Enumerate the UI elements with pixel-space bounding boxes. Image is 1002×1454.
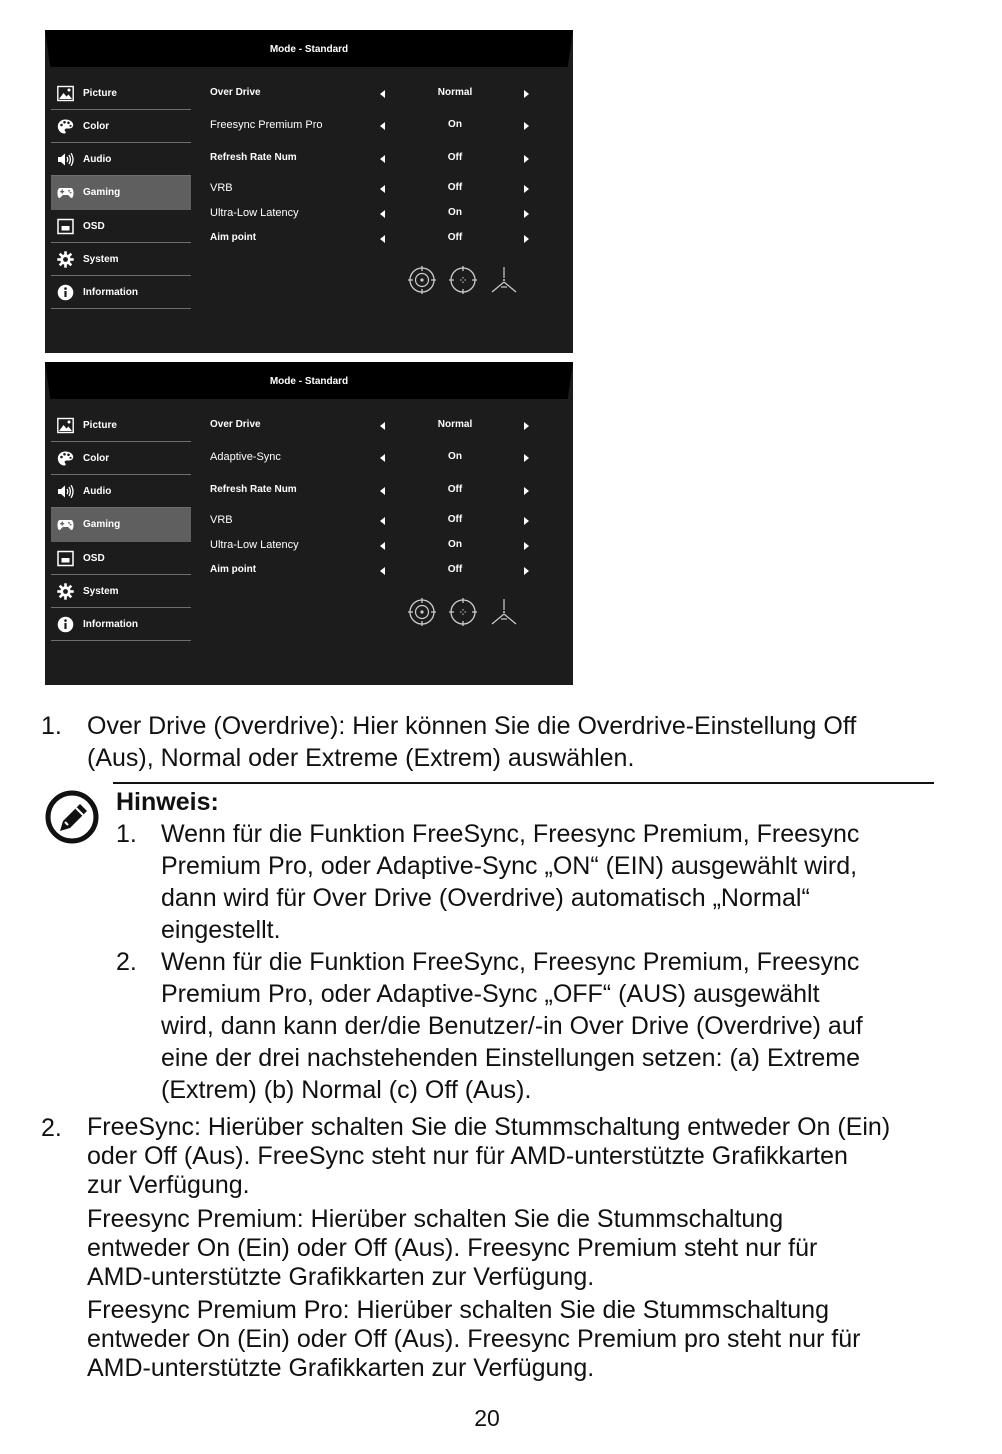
sidebar-item-system[interactable]: [51, 243, 191, 276]
setting-row-vrb[interactable]: [210, 514, 540, 530]
setting-name: VRB: [210, 182, 233, 194]
sidebar-item-label: Color: [83, 121, 110, 132]
setting-value: On: [448, 119, 462, 130]
setting-value: On: [448, 207, 462, 218]
arrow-right-icon[interactable]: [524, 90, 529, 98]
setting-value: Normal: [437, 87, 473, 98]
note-line: (Extrem) (b) Normal (c) Off (Aus).: [161, 1076, 532, 1104]
setting-row-refresh-rate-num[interactable]: [210, 484, 540, 500]
setting-value: Normal: [437, 419, 473, 430]
gear-icon: [57, 583, 74, 600]
info-icon: [57, 284, 74, 301]
note-line: wird, dann kann der/die Benutzer/-in Over Drive (Overdrive) auf: [161, 1012, 863, 1040]
setting-row-over-drive[interactable]: [210, 87, 540, 103]
palette-icon: [57, 118, 74, 135]
note-line: Premium Pro, oder Adaptive-Sync „ON“ (EIN) ausgewählt wird,: [161, 852, 858, 880]
arrow-left-icon[interactable]: [380, 90, 385, 98]
picture-icon: [57, 417, 74, 434]
arrow-left-icon[interactable]: [380, 185, 385, 193]
arrow-left-icon[interactable]: [380, 155, 385, 163]
setting-row-freesync-premium-pro[interactable]: [210, 119, 540, 135]
page-number: 20: [474, 1405, 500, 1431]
note-line: eine der drei nachstehenden Einstellungen setzen: (a) Extreme: [161, 1044, 861, 1072]
sidebar-item-label: System: [83, 254, 119, 265]
sidebar-item-label: Audio: [83, 486, 112, 497]
speaker-icon: [57, 151, 74, 168]
osd-mode-title: Mode - Standard: [269, 376, 349, 387]
setting-row-ultra-low-latency[interactable]: [210, 207, 540, 223]
sidebar-item-label: System: [83, 586, 119, 597]
arrow-right-icon[interactable]: [524, 122, 529, 130]
arrow-right-icon[interactable]: [524, 210, 529, 218]
setting-value: Off: [447, 232, 463, 243]
sidebar-item-audio[interactable]: [51, 475, 191, 508]
setting-name: Refresh Rate Num: [210, 484, 297, 495]
arrow-right-icon[interactable]: [524, 567, 529, 575]
setting-row-refresh-rate-num[interactable]: [210, 152, 540, 168]
setting-row-over-drive[interactable]: [210, 419, 540, 435]
list-number: 2.: [41, 1114, 62, 1142]
arrow-right-icon[interactable]: [524, 185, 529, 193]
arrow-left-icon[interactable]: [380, 454, 385, 462]
note-line: eingestellt.: [161, 916, 281, 944]
arrow-left-icon[interactable]: [380, 517, 385, 525]
item2-line: entweder On (Ein) oder Off (Aus). Freesync Premium steht nur für: [87, 1234, 818, 1262]
setting-name: VRB: [210, 514, 233, 526]
setting-name: Adaptive-Sync: [210, 451, 281, 463]
item2-line: entweder On (Ein) oder Off (Aus). Freesync Premium pro steht nur für: [87, 1325, 861, 1353]
sidebar-item-osd[interactable]: [51, 210, 191, 243]
setting-name: Over Drive: [210, 87, 261, 98]
setting-name: Ultra-Low Latency: [210, 539, 299, 551]
aim-point-1-icon[interactable]: [407, 597, 437, 627]
sidebar-item-label: Picture: [83, 420, 117, 431]
palette-icon: [57, 450, 74, 467]
list-number: 1.: [41, 712, 62, 740]
arrow-right-icon[interactable]: [524, 542, 529, 550]
sidebar-item-osd[interactable]: [51, 542, 191, 575]
item2-line: Freesync Premium Pro: Hierüber schalten Sie die Stummschaltung: [87, 1296, 829, 1324]
osd-window-icon: [57, 218, 74, 235]
setting-row-vrb[interactable]: [210, 182, 540, 198]
list-number: 1.: [116, 820, 137, 848]
gear-icon: [57, 251, 74, 268]
aim-point-3-icon[interactable]: [489, 265, 519, 295]
picture-icon: [57, 85, 74, 102]
arrow-right-icon[interactable]: [524, 422, 529, 430]
aim-point-2-icon[interactable]: [448, 265, 478, 295]
arrow-left-icon[interactable]: [380, 542, 385, 550]
item1-line: (Aus), Normal oder Extreme (Extrem) auswählen.: [87, 744, 635, 772]
sidebar-item-gaming[interactable]: [51, 176, 191, 210]
sidebar-item-label: Gaming: [83, 187, 121, 198]
aim-point-3-icon[interactable]: [489, 597, 519, 627]
sidebar-item-gaming[interactable]: [51, 508, 191, 542]
aim-point-1-icon[interactable]: [407, 265, 437, 295]
arrow-right-icon[interactable]: [524, 517, 529, 525]
setting-value: On: [448, 451, 462, 462]
sidebar-item-label: Information: [83, 287, 138, 298]
sidebar-item-picture[interactable]: [51, 77, 191, 110]
setting-name: Over Drive: [210, 419, 261, 430]
setting-value: Off: [447, 484, 463, 495]
item2-line: zur Verfügung.: [87, 1171, 250, 1199]
arrow-left-icon[interactable]: [380, 487, 385, 495]
speaker-icon: [57, 483, 74, 500]
arrow-left-icon[interactable]: [380, 210, 385, 218]
sidebar-item-label: Information: [83, 619, 138, 630]
arrow-left-icon[interactable]: [380, 567, 385, 575]
list-number: 2.: [116, 948, 137, 976]
arrow-right-icon[interactable]: [524, 235, 529, 243]
arrow-left-icon[interactable]: [380, 235, 385, 243]
osd-window-icon: [57, 550, 74, 567]
setting-name: Aim point: [210, 564, 257, 575]
note-line: Wenn für die Funktion FreeSync, Freesync Premium, Freesync: [161, 948, 860, 976]
setting-name: Refresh Rate Num: [210, 152, 297, 163]
sidebar-item-picture[interactable]: [51, 409, 191, 442]
note-heading: Hinweis:: [116, 788, 219, 816]
setting-value: Off: [447, 152, 463, 163]
sidebar-item-color[interactable]: [51, 442, 191, 475]
item2-line: AMD-unterstützte Grafikkarten zur Verfügung.: [87, 1354, 595, 1382]
sidebar-item-label: OSD: [83, 221, 105, 232]
setting-row-ultra-low-latency[interactable]: [210, 539, 540, 555]
sidebar-item-information[interactable]: [51, 608, 191, 641]
setting-name: Aim point: [210, 232, 257, 243]
note-pen-icon: [45, 790, 99, 844]
gamepad-icon: [57, 184, 74, 201]
aim-point-2-icon[interactable]: [448, 597, 478, 627]
setting-value: On: [448, 539, 462, 550]
item2-line: FreeSync: Hierüber schalten Sie die Stummschaltung entweder On (Ein): [87, 1113, 891, 1141]
sidebar-item-color[interactable]: [51, 110, 191, 143]
setting-row-aim-point[interactable]: [210, 232, 540, 248]
info-icon: [57, 616, 74, 633]
item2-line: Freesync Premium: Hierüber schalten Sie die Stummschaltung: [87, 1205, 784, 1233]
arrow-left-icon[interactable]: [380, 122, 385, 130]
setting-row-adaptive-sync[interactable]: [210, 451, 540, 467]
item2-line: oder Off (Aus). FreeSync steht nur für AMD-unterstützte Grafikkarten: [87, 1142, 848, 1170]
item1-line: Over Drive (Overdrive): Hier können Sie die Overdrive-Einstellung Off: [87, 712, 857, 740]
note-line: dann wird für Over Drive (Overdrive) automatisch „Normal“: [161, 884, 810, 912]
sidebar-item-information[interactable]: [51, 276, 191, 309]
osd-screenshot-1: [45, 30, 573, 353]
arrow-left-icon[interactable]: [380, 422, 385, 430]
sidebar-item-label: Color: [83, 453, 110, 464]
note-divider: [113, 782, 934, 784]
sidebar-item-label: Audio: [83, 154, 112, 165]
sidebar-item-label: OSD: [83, 553, 105, 564]
setting-value: Off: [447, 514, 463, 525]
gamepad-icon: [57, 516, 74, 533]
sidebar-item-audio[interactable]: [51, 143, 191, 176]
note-line: Wenn für die Funktion FreeSync, Freesync Premium, Freesync: [161, 820, 860, 848]
item2-line: AMD-unterstützte Grafikkarten zur Verfügung.: [87, 1263, 595, 1291]
arrow-right-icon[interactable]: [524, 487, 529, 495]
arrow-right-icon[interactable]: [524, 454, 529, 462]
setting-value: Off: [447, 182, 463, 193]
sidebar-item-label: Gaming: [83, 519, 121, 530]
sidebar-item-label: Picture: [83, 88, 117, 99]
setting-value: Off: [447, 564, 463, 575]
arrow-right-icon[interactable]: [524, 155, 529, 163]
osd-mode-title: Mode - Standard: [269, 44, 349, 55]
sidebar-item-system[interactable]: [51, 575, 191, 608]
setting-name: Freesync Premium Pro: [210, 119, 323, 131]
osd-screenshot-2: [45, 362, 573, 685]
setting-name: Ultra-Low Latency: [210, 207, 299, 219]
note-line: Premium Pro, oder Adaptive-Sync „OFF“ (AUS) ausgewählt: [161, 980, 820, 1008]
setting-row-aim-point[interactable]: [210, 564, 540, 580]
